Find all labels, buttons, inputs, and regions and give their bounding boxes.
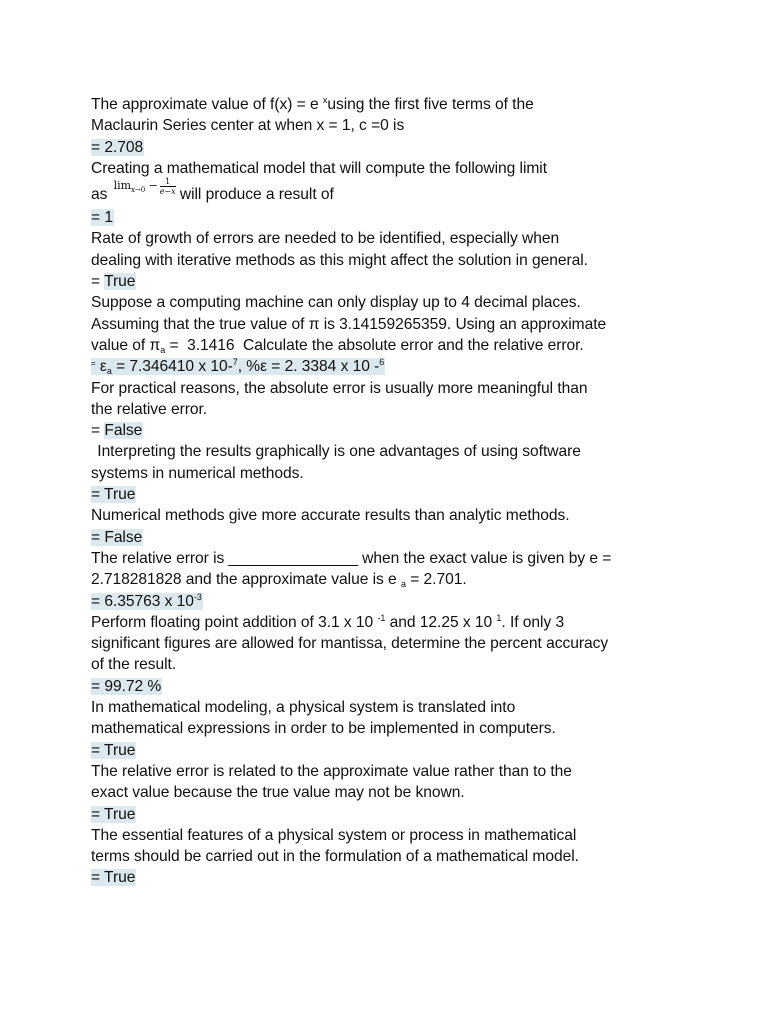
question-10-line-1: In mathematical modeling, a physical system is translated into xyxy=(91,699,516,717)
question-3-answer-prefix: = xyxy=(91,273,105,291)
question-2-line-2 xyxy=(91,179,691,207)
question-4-answer-eq: = xyxy=(91,359,96,369)
question-9-answer-line xyxy=(91,676,691,697)
question-1-line-2: Maclaurin Series center at when x = 1, c =0 is xyxy=(91,117,405,135)
fraction-denominator: e−x xyxy=(159,187,176,197)
question-4-subscript: a xyxy=(160,344,166,355)
question-5-answer: False xyxy=(104,422,143,440)
question-11-answer: = True xyxy=(91,805,136,823)
question-4-answer xyxy=(91,358,385,375)
question-3-answer-line xyxy=(91,271,691,292)
question-5-line-1: For practical reasons, the absolute error is usually more meaningful than xyxy=(91,379,588,397)
question-6-line-2: systems in numerical methods. xyxy=(91,464,304,482)
question-4-line-2: Assuming that the true value of π is 3.14159265359. Using an approximate xyxy=(91,315,607,333)
question-7-answer: = False xyxy=(91,528,143,546)
question-5-answer-prefix: = xyxy=(91,422,105,440)
question-11-line-2: exact value because the true value may not be known. xyxy=(91,784,465,802)
question-9-text-b: and 12.25 x 10 xyxy=(385,613,497,631)
question-7-line-1: Numerical methods give more accurate results than analytic methods. xyxy=(91,507,570,525)
question-8-answer xyxy=(91,593,203,610)
question-8-text-a: 2.718281828 and the approximate value is e xyxy=(91,571,401,589)
question-12-answer-line xyxy=(91,867,691,888)
question-1-answer: = 2.708 xyxy=(91,138,144,156)
question-4-line-1: Suppose a computing machine can only display up to 4 decimal places. xyxy=(91,294,581,312)
question-8-text-b: = 2.701. xyxy=(405,571,467,589)
question-3-answer: True xyxy=(104,273,136,291)
question-10-answer: = True xyxy=(91,741,136,759)
question-9-line-2: significant figures are allowed for mantissa, determine the percent accuracy xyxy=(91,635,609,653)
question-6-text: Interpreting the results graphically is one advantages of using software xyxy=(93,443,581,461)
question-9-exponent-1: -1 xyxy=(377,612,386,623)
question-6-answer-line xyxy=(91,484,691,505)
question-8-line-1: The relative error is _______________ when the exact value is given by e = xyxy=(91,549,612,567)
question-1-text-a: The approximate value of f(x) = e xyxy=(91,96,323,113)
question-4-answer-sup-1: 7 xyxy=(232,357,238,368)
question-1-exponent: x xyxy=(322,95,328,105)
question-6-answer: = True xyxy=(91,486,136,504)
question-9-text-c: . If only 3 xyxy=(501,613,565,631)
question-12-line-2: terms should be carried out in the formulation of a mathematical model. xyxy=(91,848,579,866)
limit-minus: − xyxy=(148,179,158,193)
question-3-line-2: dealing with iterative methods as this might affect the solution in general. xyxy=(91,251,588,269)
question-9-line-3: of the result. xyxy=(91,656,177,674)
question-9-answer: = 99.72 % xyxy=(91,677,162,695)
question-8-answer-line xyxy=(91,591,691,612)
document-body xyxy=(91,94,691,889)
question-9-text-a: Perform floating point addition of 3.1 x 10 xyxy=(91,613,378,631)
question-1-text-b: using the first five terms of the xyxy=(327,96,534,113)
question-4-answer-sub: a xyxy=(106,366,112,377)
question-11-line-1: The relative error is related to the approximate value rather than to the xyxy=(91,762,572,780)
question-9-line-1 xyxy=(91,612,691,633)
question-8-answer-exponent: -3 xyxy=(193,591,202,602)
question-10-line-2: mathematical expressions in order to be implemented in computers. xyxy=(91,720,556,738)
question-2-as: as xyxy=(91,186,108,204)
question-4-text-a: value of π xyxy=(91,336,161,354)
fraction-numerator: 1 xyxy=(160,177,176,187)
question-2-answer: = 1 xyxy=(91,209,113,227)
question-8-line-2 xyxy=(91,569,691,590)
question-4-text-b: = 3.1416 Calculate the absolute error and the relative error. xyxy=(165,336,584,354)
question-8-subscript: a xyxy=(400,579,406,590)
question-8-answer-base: = 6.35763 x 10 xyxy=(91,592,194,610)
question-1-line-1 xyxy=(91,94,691,115)
question-4-answer-c: , %ε = 2. 3384 x 10 - xyxy=(237,358,380,376)
limit-fraction xyxy=(160,177,176,196)
question-4-line-3 xyxy=(91,335,691,356)
question-1-answer-line xyxy=(91,137,691,158)
question-4-answer-line xyxy=(91,356,691,377)
question-3-line-1: Rate of growth of errors are needed to be identified, especially when xyxy=(91,230,560,248)
question-4-answer-b: = 7.346410 x 10- xyxy=(111,358,233,376)
question-12-answer: = True xyxy=(91,869,136,887)
question-4-answer-a: ε xyxy=(95,358,107,376)
limit-subscript: x→0 xyxy=(131,186,146,195)
question-5-answer-line xyxy=(91,420,691,441)
question-2-answer-line xyxy=(91,207,691,228)
question-2-line-1: Creating a mathematical model that will compute the following limit xyxy=(91,159,548,177)
question-2-after: will produce a result of xyxy=(179,186,334,204)
question-10-answer-line xyxy=(91,740,691,761)
question-4-answer-sup-2: 6 xyxy=(379,357,385,368)
question-11-answer-line xyxy=(91,804,691,825)
limit-expression xyxy=(113,179,158,195)
question-7-answer-line xyxy=(91,527,691,548)
question-9-exponent-2: 1 xyxy=(496,612,502,623)
question-6-line-1 xyxy=(91,441,691,462)
question-12-line-1: The essential features of a physical system or process in mathematical xyxy=(91,826,577,844)
question-5-line-2: the relative error. xyxy=(91,400,208,418)
limit-operator: lim xyxy=(113,179,131,193)
